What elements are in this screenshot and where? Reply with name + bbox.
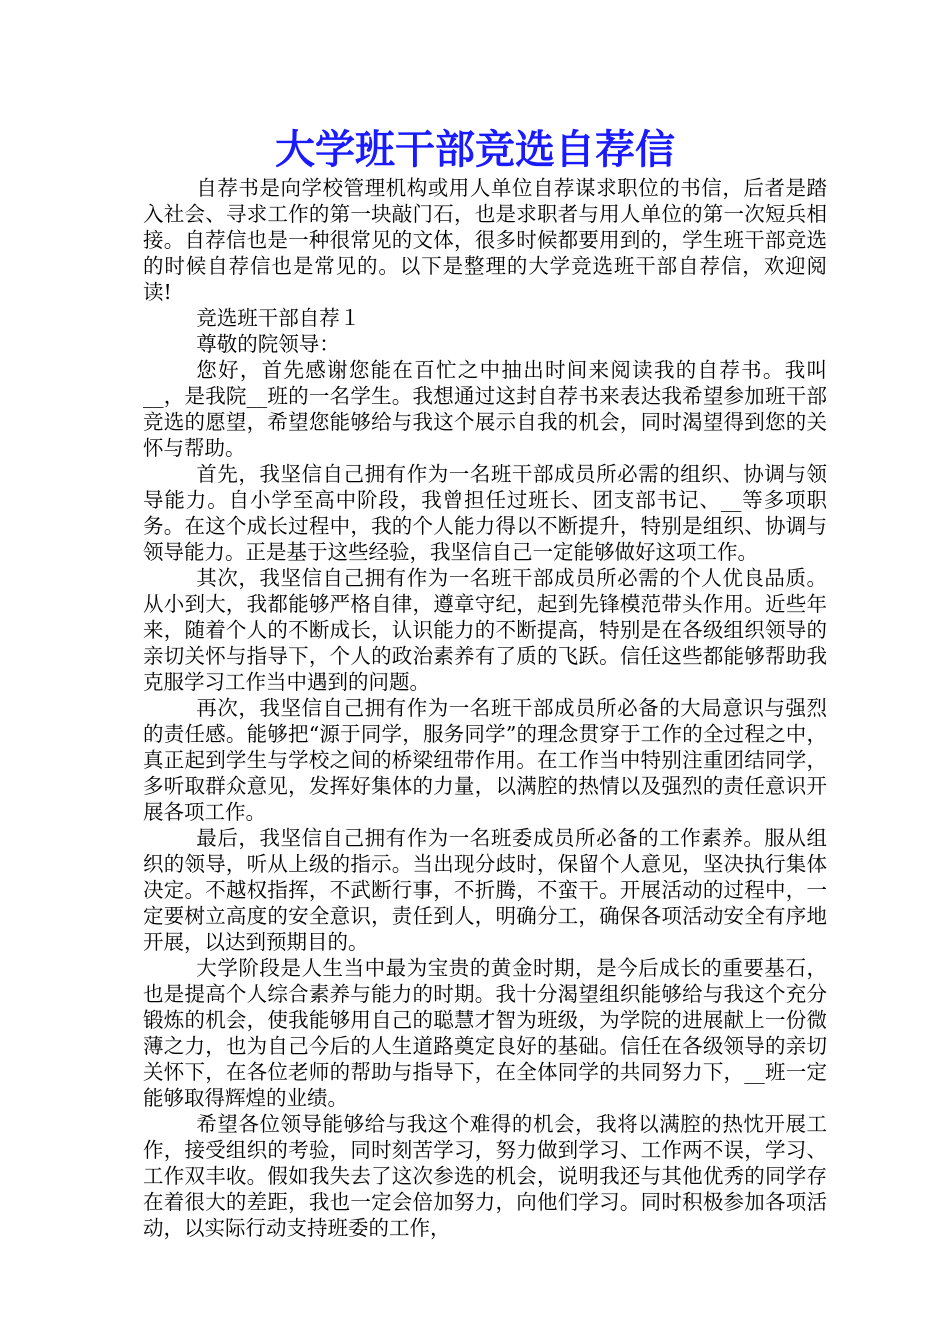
paragraph: 希望各位领导能够给与我这个难得的机会，我将以满腔的热忱开展工作，接受组织的考验，同时刻苦学习，努力做到学习、工作两不误，学习、工作双丰收。假如我失去了这次参选的机会，说明我还与其他优秀的同学存在着很大的差距，我也一定会倍加努力，向他们学习。同时积极参加各项活动，以实际行动支持班委的工作， xyxy=(143,1112,827,1240)
paragraph: 大学阶段是人生当中最为宝贵的黄金时期，是今后成长的重要基石，也是提高个人综合素养与能力的时期。我十分渴望组织能够给与我这个充分锻炼的机会，使我能够用自己的聪慧才智为班级，为学院的进展献上一份微薄之力，也为自己今后的人生道路奠定良好的基础。信任在各级领导的亲切关怀下，在各位老师的帮助与指导下，在全体同学的共同努力下，__班一定能够取得辉煌的业绩。 xyxy=(143,956,827,1110)
paragraph-intro: 自荐书是向学校管理机构或用人单位自荐谋求职位的书信，后者是踏入社会、寻求工作的第一块敲门石，也是求职者与用人单位的第一次短兵相接。自荐信也是一种很常见的文体，很多时候都要用到的，学生班干部竞选的时候自荐信也是常见的。以下是整理的大学竞选班干部自荐信，欢迎阅读! xyxy=(143,176,827,304)
document-title: 大学班干部竞选自荐信 xyxy=(275,127,675,173)
paragraph-salutation: 尊敬的院领导： xyxy=(196,332,340,356)
paragraph: 首先，我坚信自己拥有作为一名班干部成员所必需的组织、协调与领导能力。自小学至高中阶段，我曾担任过班长、团支部书记、__等多项职务。在这个成长过程中，我的个人能力得以不断提升，特别是组织、协调与领导能力。正是基于这些经验，我坚信自己一定能够做好这项工作。 xyxy=(143,462,827,564)
paragraph: 最后，我坚信自己拥有作为一名班委成员所必备的工作素养。服从组织的领导，听从上级的指示。当出现分歧时，保留个人意见，坚决执行集体决定。不越权指挥，不武断行事，不折腾，不蛮干。开展活动的过程中，一定要树立高度的安全意识，责任到人，明确分工，确保各项活动安全有序地开展，以达到预期目的。 xyxy=(143,826,827,954)
paragraph-heading: 竞选班干部自荐１ xyxy=(196,306,361,330)
document-body xyxy=(143,175,827,1241)
paragraph: 您好，首先感谢您能在百忙之中抽出时间来阅读我的自荐书。我叫__，是我院__班的一名学生。我想通过这封自荐书来表达我希望参加班干部竞选的愿望，希望您能够给与我这个展示自我的机会，同时渴望得到您的关怀与帮助。 xyxy=(143,358,827,460)
paragraph: 其次，我坚信自己拥有作为一名班干部成员所必需的个人优良品质。从小到大，我都能够严格自律，遵章守纪，起到先锋模范带头作用。近些年来，随着个人的不断成长，认识能力的不断提高，特别是在各级组织领导的亲切关怀与指导下，个人的政治素养有了质的飞跃。信任这些都能够帮助我克服学习工作当中遇到的问题。 xyxy=(143,566,827,694)
paragraph: 再次，我坚信自己拥有作为一名班干部成员所必备的大局意识与强烈的责任感。能够把“源于同学，服务同学”的理念贯穿于工作的全过程之中，真正起到学生与学校之间的桥梁纽带作用。在工作当中特别注重团结同学，多听取群众意见，发挥好集体的力量，以满腔的热情以及强烈的责任意识开展各项工作。 xyxy=(143,696,827,824)
